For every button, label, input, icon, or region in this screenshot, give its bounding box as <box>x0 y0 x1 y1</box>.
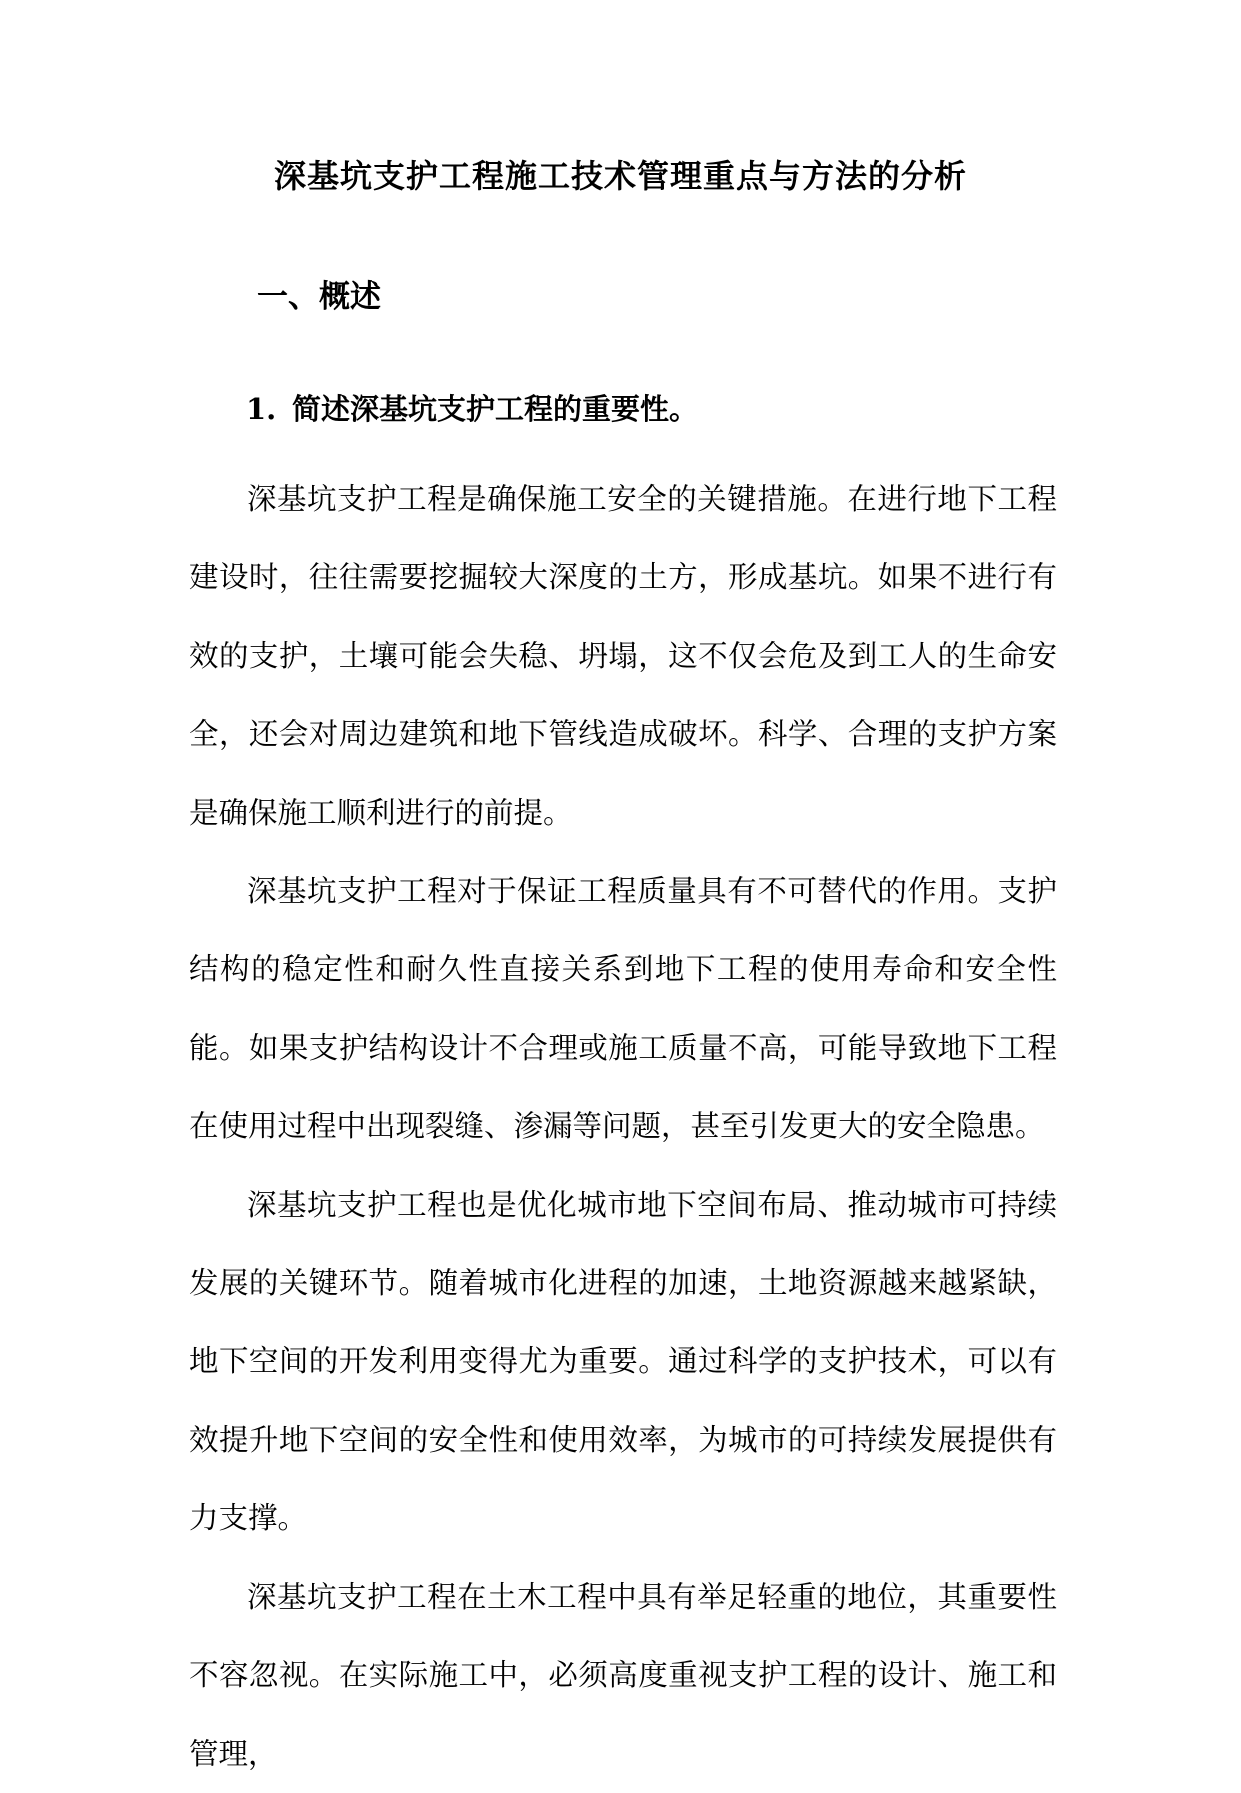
body-text <box>189 460 1057 1793</box>
subheading-number: 1. <box>246 392 277 426</box>
subheading <box>246 385 698 433</box>
paragraph: 深基坑支护工程对于保证工程质量具有不可替代的作用。支护结构的稳定性和耐久性直接关系到地下工程的使用寿命和安全性能。如果支护结构设计不合理或施工质量不高，可能导致地下工程在使用过程中出现裂缝、渗漏等问题，甚至引发更大的安全隐患。 <box>189 874 1057 1144</box>
paragraph: 深基坑支护工程也是优化城市地下空间布局、推动城市可持续发展的关键环节。随着城市化进程的加速，土地资源越来越紧缺，地下空间的开发利用变得尤为重要。通过科学的支护技术，可以有效提升地下空间的安全性和使用效率，为城市的可持续发展提供有力支撑。 <box>189 1187 1057 1536</box>
section-heading: 一、概述 <box>257 279 381 315</box>
document-title: 深基坑支护工程施工技术管理重点与方法的分析 <box>273 157 967 195</box>
paragraph: 深基坑支护工程在土木工程中具有举足轻重的地位，其重要性不容忽视。在实际施工中，必须高度重视支护工程的设计、施工和管理， <box>189 1579 1057 1771</box>
paragraph: 深基坑支护工程是确保施工安全的关键措施。在进行地下工程建设时，往往需要挖掘较大深度的土方，形成基坑。如果不进行有效的支护，土壤可能会失稳、坍塌，这不仅会危及到工人的生命安全，还会对周边建筑和地下管线造成破坏。科学、合理的支护方案是确保施工顺利进行的前提。 <box>189 482 1057 830</box>
subheading-text: 简述深基坑支护工程的重要性。 <box>292 392 699 426</box>
